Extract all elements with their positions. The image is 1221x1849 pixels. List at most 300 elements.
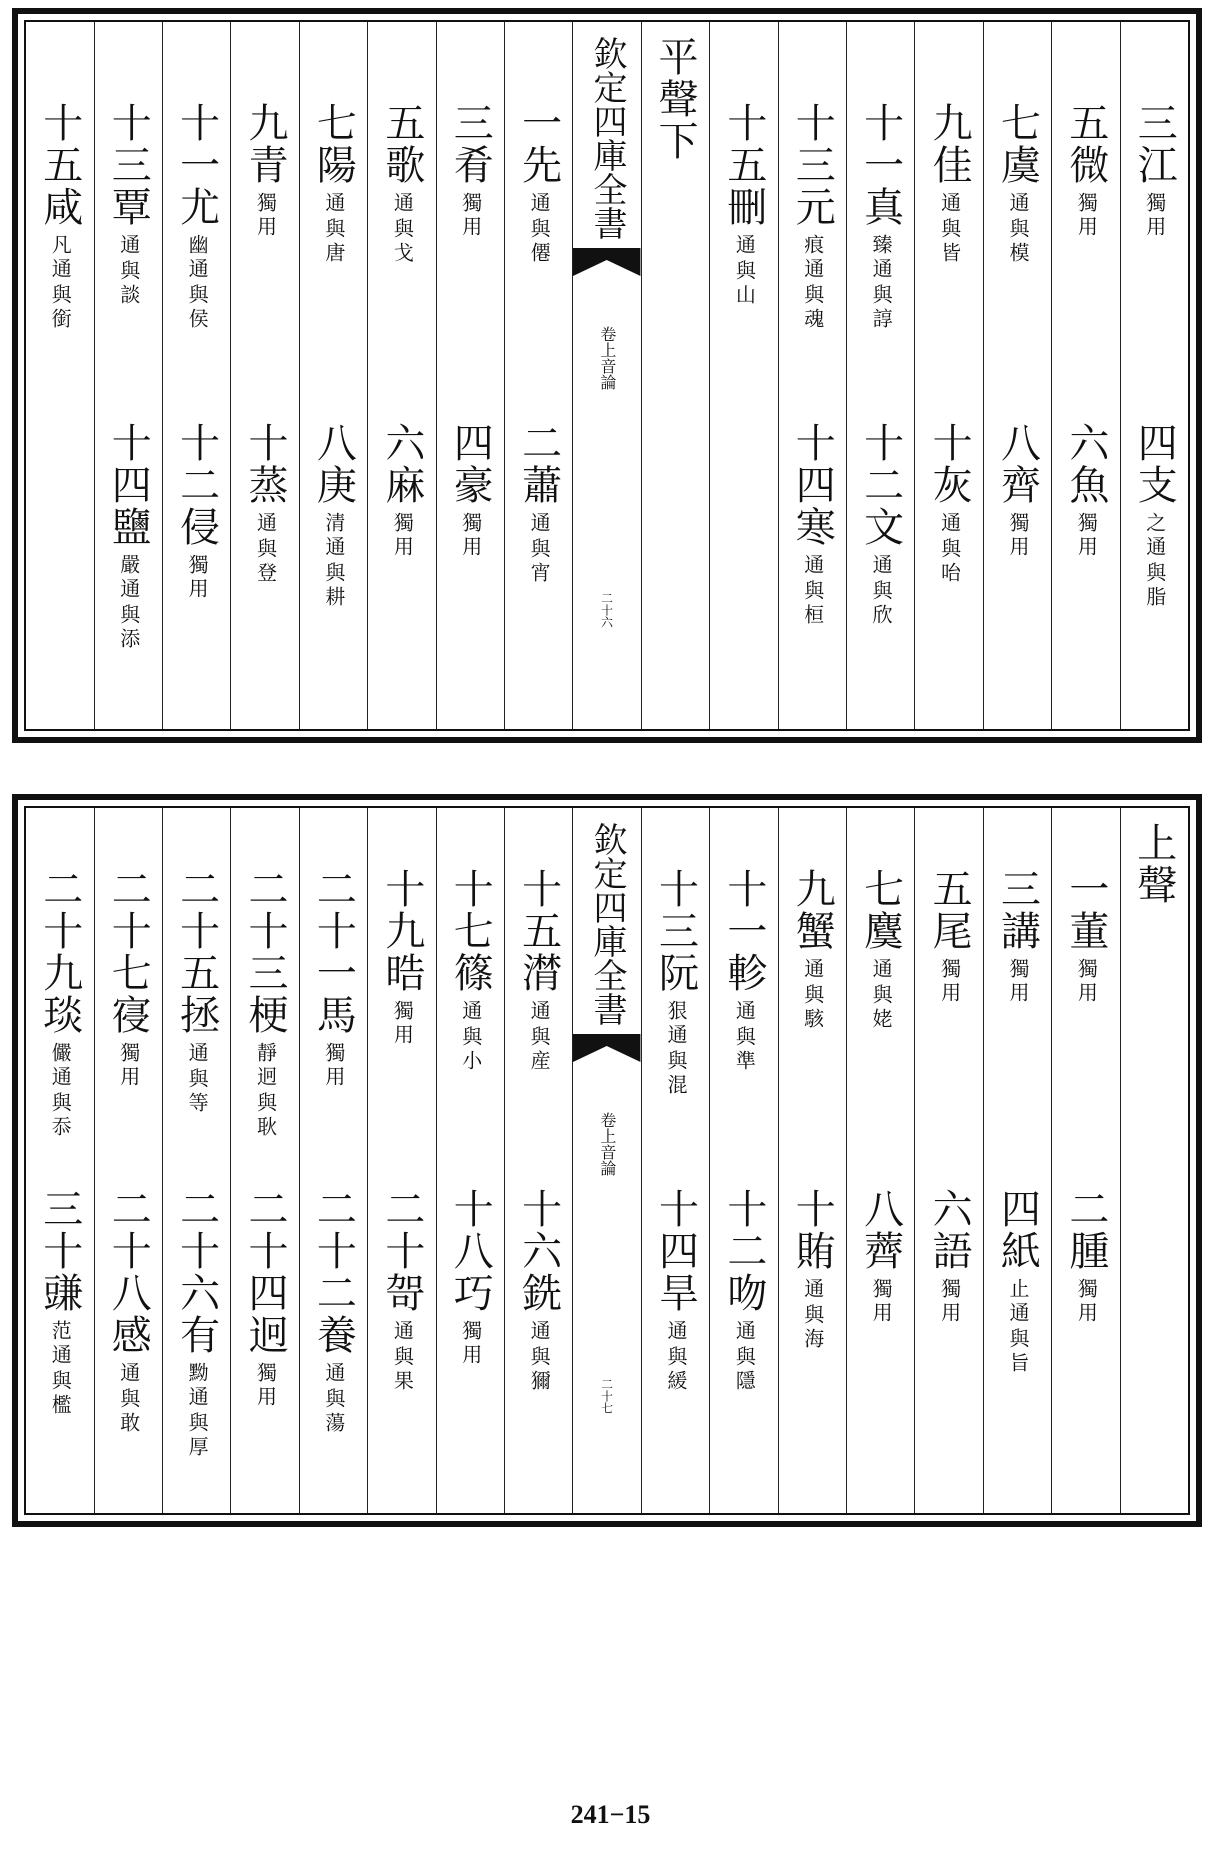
- rhyme-note: [1074, 1278, 1097, 1326]
- rhyme-column: [162, 808, 230, 1513]
- rhyme-name: 一先: [515, 102, 562, 186]
- note-line: 與檻: [48, 1370, 73, 1418]
- note-line: 與混: [663, 1050, 688, 1098]
- folio-number: 二十六: [599, 592, 614, 628]
- rhyme-entry: [847, 1188, 914, 1326]
- rhyme-name: 一董: [1062, 868, 1109, 952]
- rhyme-note: [390, 1000, 413, 1048]
- rhyme-column: [26, 22, 93, 729]
- rhyme-name: 二十五拯: [173, 868, 220, 1036]
- note-line: 獨用: [253, 1362, 278, 1410]
- rhyme-note: [117, 554, 140, 652]
- rhyme-note: [527, 1000, 550, 1074]
- rhyme-name: 十二吻: [720, 1188, 767, 1314]
- rhyme-entry: [163, 868, 230, 1116]
- rhyme-note: [322, 1362, 345, 1436]
- rhyme-entry: [95, 1188, 162, 1436]
- rhyme-note: [322, 192, 345, 266]
- rhyme-entry: [231, 1188, 298, 1410]
- rhyme-column: [709, 22, 777, 729]
- rhyme-entry: [984, 1188, 1051, 1376]
- rhyme-name: 六麻: [378, 422, 425, 506]
- note-line: 與海: [800, 1304, 825, 1352]
- rhyme-entry: [300, 868, 367, 1090]
- rhyme-entry: [710, 868, 777, 1074]
- rhyme-entry: [915, 868, 982, 1006]
- rhyme-column: [1051, 22, 1119, 729]
- rhyme-entry: [26, 868, 93, 1140]
- note-line: 通: [869, 958, 894, 982]
- rhyme-entry: [779, 102, 846, 332]
- rhyme-entry: [231, 868, 298, 1140]
- note-line: 通: [116, 234, 141, 258]
- note-line: 通: [321, 1362, 346, 1386]
- note-line: 與咍: [937, 538, 962, 586]
- volume-line: 音論: [597, 1144, 617, 1176]
- note-line: 獨用: [1074, 958, 1099, 1006]
- rhyme-name: 十灰: [926, 422, 973, 506]
- rhyme-column: [230, 22, 298, 729]
- rhyme-name: 三十豏: [36, 1188, 83, 1314]
- rhyme-column: [26, 808, 93, 1513]
- rhyme-note: [1006, 958, 1029, 1006]
- rhyme-note: [1074, 958, 1097, 1006]
- note-line: 靜迥: [253, 1042, 278, 1090]
- note-line: 通: [1005, 192, 1030, 216]
- section-heading-column: [1120, 808, 1188, 1513]
- rhyme-entry: [231, 102, 298, 240]
- rhyme-entry: [231, 422, 298, 586]
- note-line: 與魂: [800, 284, 825, 332]
- note-line: 獨用: [1074, 1278, 1099, 1326]
- rhyme-note: [254, 1042, 277, 1140]
- book-title: 欽定四庫全書: [587, 822, 628, 1026]
- rhyme-name: 十四寒: [789, 422, 836, 548]
- note-line: 通: [390, 192, 415, 216]
- rhyme-name: 六魚: [1062, 422, 1109, 506]
- rhyme-entry: [163, 1188, 230, 1460]
- note-line: 與獮: [527, 1346, 552, 1394]
- rhyme-entry: [984, 102, 1051, 266]
- rhyme-note: [664, 1000, 687, 1098]
- rhyme-column: [504, 808, 572, 1513]
- rhyme-entry: [779, 422, 846, 628]
- rhyme-name: 十九晧: [378, 868, 425, 994]
- note-line: 獨用: [1005, 958, 1030, 1006]
- note-line: 與駭: [800, 984, 825, 1032]
- note-line: 獨用: [458, 1320, 483, 1368]
- rhyme-note: [48, 1042, 71, 1140]
- tone-heading: 上聲: [1130, 822, 1177, 906]
- note-line: 與忝: [48, 1092, 73, 1140]
- rhyme-note: [254, 512, 277, 586]
- note-line: 通: [390, 1320, 415, 1344]
- note-line: 儼通: [48, 1042, 73, 1090]
- note-line: 與欣: [869, 580, 894, 628]
- note-line: 與旨: [1005, 1328, 1030, 1376]
- rhyme-entry: [95, 102, 162, 308]
- rhyme-entry: [915, 102, 982, 266]
- rhyme-entry: [368, 868, 435, 1048]
- rhyme-column: [1051, 808, 1119, 1513]
- note-line: 與産: [527, 1026, 552, 1074]
- rhyme-name: 十八巧: [447, 1188, 494, 1314]
- rhyme-note: [732, 234, 755, 308]
- note-line: 與隱: [732, 1346, 757, 1394]
- center-fold-column: [572, 22, 640, 729]
- note-line: 與脂: [1142, 562, 1167, 610]
- top-page-panel: [12, 8, 1202, 743]
- rhyme-column: [504, 22, 572, 729]
- rhyme-name: 六語: [926, 1188, 973, 1272]
- rhyme-entry: [642, 1188, 709, 1394]
- rhyme-column: [709, 808, 777, 1513]
- rhyme-note: [938, 192, 961, 266]
- volume-label: [598, 326, 616, 390]
- note-line: 范通: [48, 1320, 73, 1368]
- note-line: 獨用: [116, 1042, 141, 1090]
- rhyme-note: [732, 1320, 755, 1394]
- rhyme-column: [94, 808, 162, 1513]
- rhyme-column: [299, 22, 367, 729]
- rhyme-entry: [300, 1188, 367, 1436]
- rhyme-note: [48, 234, 71, 332]
- note-line: 獨用: [390, 512, 415, 560]
- note-line: 與山: [732, 260, 757, 308]
- note-line: 通: [800, 554, 825, 578]
- rhyme-name: 七麌: [857, 868, 904, 952]
- rhyme-entry: [847, 102, 914, 332]
- rhyme-entry: [642, 868, 709, 1098]
- rhyme-column: [983, 808, 1051, 1513]
- note-line: 狠通: [663, 1000, 688, 1048]
- note-line: 獨用: [869, 1278, 894, 1326]
- rhyme-name: 十四旱: [652, 1188, 699, 1314]
- rhyme-name: 十四鹽: [105, 422, 152, 548]
- note-line: 獨用: [1074, 512, 1099, 560]
- rhyme-name: 二十四迥: [242, 1188, 289, 1356]
- rhyme-note: [938, 958, 961, 1006]
- bottom-page-panel: [12, 794, 1202, 1527]
- rhyme-note: [938, 512, 961, 586]
- rhyme-column: [367, 808, 435, 1513]
- rhyme-entry: [368, 102, 435, 266]
- rhyme-entry: [847, 868, 914, 1032]
- rhyme-note: [117, 234, 140, 308]
- rhyme-entry: [437, 868, 504, 1074]
- note-line: 痕通: [800, 234, 825, 282]
- rhyme-note: [801, 234, 824, 332]
- rhyme-entry: [163, 102, 230, 332]
- rhyme-name: 二十二養: [310, 1188, 357, 1356]
- note-line: 清通: [321, 512, 346, 560]
- rhyme-column: [94, 22, 162, 729]
- note-line: 通: [732, 1000, 757, 1024]
- rhyme-name: 二十八感: [105, 1188, 152, 1356]
- volume-line: 音論: [597, 358, 617, 390]
- rhyme-column: [367, 22, 435, 729]
- note-line: 通: [253, 512, 278, 536]
- rhyme-name: 四豪: [447, 422, 494, 506]
- rhyme-note: [48, 1320, 71, 1418]
- center-fold-column: [572, 808, 640, 1513]
- rhyme-name: 三江: [1131, 102, 1178, 186]
- rhyme-note: [185, 234, 208, 332]
- rhyme-name: 二十三梗: [242, 868, 289, 1036]
- note-line: 與戈: [390, 218, 415, 266]
- rhyme-note: [254, 1362, 277, 1410]
- rhyme-note: [869, 958, 892, 1032]
- rhyme-note: [117, 1362, 140, 1436]
- note-line: 獨用: [1142, 192, 1167, 240]
- rhyme-entry: [1121, 102, 1188, 240]
- rhyme-note: [117, 1042, 140, 1090]
- note-line: 與耕: [321, 562, 346, 610]
- note-line: 與模: [1005, 218, 1030, 266]
- rhyme-column: [778, 808, 846, 1513]
- rhyme-note: [1074, 192, 1097, 240]
- rhyme-name: 五微: [1062, 102, 1109, 186]
- rhyme-column: [846, 22, 914, 729]
- rhyme-name: 九佳: [926, 102, 973, 186]
- note-line: 之通: [1142, 512, 1167, 560]
- rhyme-entry: [779, 1188, 846, 1352]
- rhyme-note: [527, 1320, 550, 1394]
- rhyme-column: [162, 22, 230, 729]
- note-line: 通: [321, 192, 346, 216]
- note-line: 與蕩: [321, 1388, 346, 1436]
- rhyme-entry: [710, 1188, 777, 1394]
- rhyme-note: [1006, 512, 1029, 560]
- note-line: 與等: [185, 1068, 210, 1116]
- note-line: 獨用: [458, 512, 483, 560]
- note-line: 通: [937, 192, 962, 216]
- rhyme-name: 七虞: [994, 102, 1041, 186]
- rhyme-entry: [1052, 422, 1119, 560]
- note-line: 幽通: [185, 234, 210, 282]
- rhyme-note: [869, 234, 892, 332]
- rhyme-note: [390, 512, 413, 560]
- rhyme-name: 十二侵: [173, 422, 220, 548]
- note-line: 獨用: [321, 1042, 346, 1090]
- rhyme-name: 四紙: [994, 1188, 1041, 1272]
- rhyme-name: 十五咸: [36, 102, 83, 228]
- rhyme-name: 十三元: [789, 102, 836, 228]
- rhyme-entry: [505, 102, 572, 266]
- rhyme-column: [436, 808, 504, 1513]
- note-line: 與添: [116, 604, 141, 652]
- rhyme-name: 二十九琰: [36, 868, 83, 1036]
- note-line: 與果: [390, 1346, 415, 1394]
- volume-line: 卷上: [597, 326, 617, 358]
- note-line: 與登: [253, 538, 278, 586]
- note-line: 黝通: [185, 1362, 210, 1410]
- rhyme-note: [459, 512, 482, 560]
- rhyme-entry: [163, 422, 230, 602]
- note-line: 嚴通: [116, 554, 141, 602]
- rhyme-name: 五歌: [378, 102, 425, 186]
- note-line: 獨用: [1005, 512, 1030, 560]
- rhyme-name: 十五刪: [720, 102, 767, 228]
- rhyme-entry: [779, 868, 846, 1032]
- rhyme-column: [436, 22, 504, 729]
- note-line: 與銜: [48, 284, 73, 332]
- rhyme-note: [185, 554, 208, 602]
- note-line: 與談: [116, 260, 141, 308]
- rhyme-entry: [437, 1188, 504, 1368]
- rhyme-note: [459, 1320, 482, 1368]
- note-line: 獨用: [390, 1000, 415, 1048]
- note-line: 通: [527, 512, 552, 536]
- rhyme-entry: [300, 422, 367, 610]
- rhyme-name: 八薺: [857, 1188, 904, 1272]
- rhyme-entry: [437, 102, 504, 240]
- rhyme-name: 八齊: [994, 422, 1041, 506]
- note-line: 通: [937, 512, 962, 536]
- rhyme-column: [641, 808, 709, 1513]
- note-line: 與諄: [869, 284, 894, 332]
- rhyme-note: [938, 1278, 961, 1326]
- rhyme-entry: [505, 1188, 572, 1394]
- rhyme-column: [914, 808, 982, 1513]
- rhyme-name: 九青: [242, 102, 289, 186]
- folio-number: 二十七: [599, 1378, 614, 1414]
- note-line: 獨用: [185, 554, 210, 602]
- note-line: 與侯: [185, 284, 210, 332]
- note-line: 通: [800, 1278, 825, 1302]
- rhyme-entry: [95, 422, 162, 652]
- rhyme-entry: [1052, 1188, 1119, 1326]
- rhyme-note: [1143, 512, 1166, 610]
- note-line: 臻通: [869, 234, 894, 282]
- rhyme-note: [801, 958, 824, 1032]
- rhyme-column: [778, 22, 846, 729]
- note-line: 獨用: [937, 958, 962, 1006]
- note-line: 與僊: [527, 218, 552, 266]
- volume-label: [598, 1112, 616, 1176]
- rhyme-entry: [915, 422, 982, 586]
- note-line: 獨用: [1074, 192, 1099, 240]
- rhyme-note: [390, 192, 413, 266]
- panel-grid: [24, 806, 1190, 1515]
- note-line: 通: [185, 1042, 210, 1066]
- rhyme-note: [527, 192, 550, 266]
- rhyme-column: [299, 808, 367, 1513]
- note-line: 與宵: [527, 538, 552, 586]
- rhyme-note: [869, 554, 892, 628]
- note-line: 通: [869, 554, 894, 578]
- rhyme-name: 十七篠: [447, 868, 494, 994]
- rhyme-column: [846, 808, 914, 1513]
- rhyme-note: [801, 1278, 824, 1352]
- rhyme-entry: [1121, 422, 1188, 610]
- fishtail-mark-icon: [573, 248, 640, 276]
- rhyme-note: [254, 192, 277, 240]
- note-line: 與準: [732, 1026, 757, 1074]
- note-line: 獨用: [458, 192, 483, 240]
- rhyme-name: 二十七寑: [105, 868, 152, 1036]
- rhyme-column: [914, 22, 982, 729]
- note-line: 通: [527, 192, 552, 216]
- note-line: 止通: [1005, 1278, 1030, 1326]
- note-line: 與耿: [253, 1092, 278, 1140]
- note-line: 通: [732, 1320, 757, 1344]
- rhyme-note: [664, 1320, 687, 1394]
- rhyme-entry: [505, 868, 572, 1074]
- rhyme-name: 十三阮: [652, 868, 699, 994]
- note-line: 與緩: [663, 1346, 688, 1394]
- note-line: 獨用: [253, 192, 278, 240]
- rhyme-name: 十六銑: [515, 1188, 562, 1314]
- rhyme-name: 十一真: [857, 102, 904, 228]
- rhyme-note: [390, 1320, 413, 1394]
- rhyme-column: [983, 22, 1051, 729]
- note-line: 獨用: [937, 1278, 962, 1326]
- note-line: 與唐: [321, 218, 346, 266]
- rhyme-name: 十二文: [857, 422, 904, 548]
- rhyme-note: [322, 512, 345, 610]
- note-line: 通: [527, 1320, 552, 1344]
- rhyme-name: 十賄: [789, 1188, 836, 1272]
- note-line: 與皆: [937, 218, 962, 266]
- rhyme-name: 七陽: [310, 102, 357, 186]
- rhyme-name: 二十六有: [173, 1188, 220, 1356]
- rhyme-entry: [505, 422, 572, 586]
- book-title: 欽定四庫全書: [587, 36, 628, 240]
- fishtail-mark-icon: [573, 1034, 640, 1062]
- rhyme-entry: [984, 422, 1051, 560]
- note-line: 與敢: [116, 1388, 141, 1436]
- rhyme-note: [185, 1362, 208, 1460]
- volume-line: 卷上: [597, 1112, 617, 1144]
- tone-heading: 平聲下: [651, 36, 698, 162]
- note-line: 與桓: [800, 580, 825, 628]
- rhyme-note: [1074, 512, 1097, 560]
- rhyme-note: [1006, 192, 1029, 266]
- rhyme-name: 五尾: [926, 868, 973, 952]
- note-line: 通: [732, 234, 757, 258]
- rhyme-name: 二腫: [1062, 1188, 1109, 1272]
- rhyme-name: 三肴: [447, 102, 494, 186]
- page-number: 241−15: [570, 1800, 651, 1829]
- rhyme-note: [1006, 1278, 1029, 1376]
- rhyme-name: 四支: [1131, 422, 1178, 506]
- rhyme-name: 二十哿: [378, 1188, 425, 1314]
- rhyme-note: [459, 1000, 482, 1074]
- rhyme-column: [230, 808, 298, 1513]
- note-line: 與姥: [869, 984, 894, 1032]
- rhyme-name: 十三覃: [105, 102, 152, 228]
- note-line: 通: [663, 1320, 688, 1344]
- rhyme-name: 十五潸: [515, 868, 562, 994]
- panel-grid: [24, 20, 1190, 731]
- rhyme-note: [527, 512, 550, 586]
- rhyme-note: [732, 1000, 755, 1074]
- rhyme-name: 十一軫: [720, 868, 767, 994]
- rhyme-note: [185, 1042, 208, 1116]
- rhyme-entry: [1052, 102, 1119, 240]
- rhyme-name: 三講: [994, 868, 1041, 952]
- rhyme-note: [322, 1042, 345, 1090]
- rhyme-name: 九蟹: [789, 868, 836, 952]
- note-line: 通: [527, 1000, 552, 1024]
- rhyme-name: 二十一馬: [310, 868, 357, 1036]
- rhyme-note: [869, 1278, 892, 1326]
- rhyme-note: [801, 554, 824, 628]
- rhyme-note: [1143, 192, 1166, 240]
- rhyme-entry: [26, 102, 93, 332]
- note-line: 凡通: [48, 234, 73, 282]
